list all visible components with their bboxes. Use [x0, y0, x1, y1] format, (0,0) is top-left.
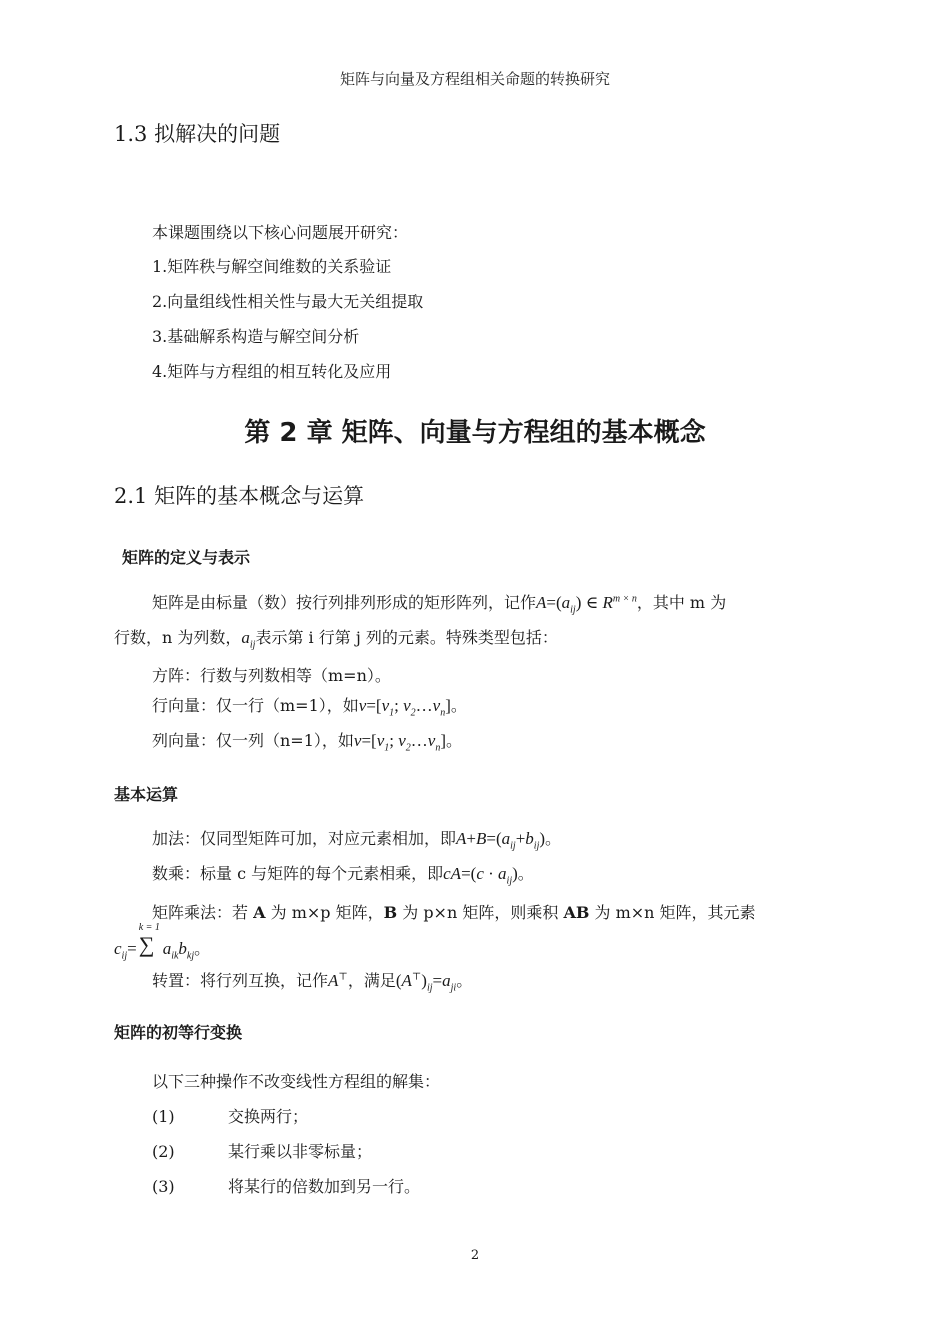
elementary-row-operations-heading: 矩阵的初等行变换 — [114, 1023, 243, 1042]
column-vector-item: 列向量：仅一列（n=1），如$v=[v_1$; $v_2\dots v_n$]。 — [152, 731, 463, 754]
scalar-multiplication-formula: $cA=(c \cdot a_{ij})$ — [443, 864, 518, 887]
matrix-multiplication-formula: $c_{ij}=$ k = 1 ∑ $a_{ik}b_{kj}$ — [114, 922, 195, 962]
running-header: 矩阵与向量及方程组相关命题的转换研究 — [339, 70, 610, 88]
list-item: (1) 交换两行； — [152, 1107, 309, 1126]
column-vector-formula: $v=[v_1$; $v_2\dots v_n$] — [353, 731, 446, 754]
section-1-3-title: 1.3 拟解决的问题 — [114, 122, 281, 146]
matrix-multiplication-formula-line: $c_{ij}=$ k = 1 ∑ $a_{ik}b_{kj}$。 — [114, 922, 211, 962]
square-matrix-item: 方阵：行数与列数相等（m=n）。 — [152, 666, 391, 685]
section-1-3-intro: 本课题围绕以下核心问题展开研究： — [152, 223, 409, 242]
page-number: 2 — [470, 1248, 480, 1263]
list-item: (2) 某行乘以非零标量； — [152, 1142, 373, 1161]
definition-paragraph-line-2: 行数，n 为列数，$a_{ij}$表示第 i 行第 j 列的元素。特殊类型包括： — [114, 628, 558, 651]
matrix-definition-formula: $A=(a_{ij})$ ∈ $R^{m \times n}$ — [536, 593, 637, 616]
element-symbol-formula: $a_{ij}$ — [241, 628, 256, 651]
operations-heading: 基本运算 — [114, 785, 179, 804]
transpose-formula: $(A^⊤)_{ij}=a_{ji}$ — [395, 971, 457, 994]
list-item: 3.基础解系构造与解空间分析 — [152, 327, 360, 346]
row-vector-formula: $v=[v_1$; $v_2\dots v_n$] — [358, 696, 451, 719]
list-item: 4.矩阵与方程组的相互转化及应用 — [152, 362, 392, 381]
section-2-1-title: 2.1 矩阵的基本概念与运算 — [114, 484, 365, 508]
addition-formula: $A+B=(a_{ij}+b_{ij})$ — [456, 829, 546, 852]
list-item: 2.向量组线性相关性与最大无关组提取 — [152, 292, 424, 311]
elementary-row-operations-intro: 以下三种操作不改变线性方程组的解集： — [152, 1072, 441, 1091]
transpose-symbol: A⊤ — [328, 971, 348, 990]
scalar-multiplication-item: 数乘：标量 c 与矩阵的每个元素相乘，即$cA=(c \cdot a_{ij})$。 — [152, 864, 534, 887]
definition-heading: 矩阵的定义与表示 — [122, 548, 251, 567]
list-item: 1.矩阵秩与解空间维数的关系验证 — [152, 257, 392, 276]
transpose-item: 转置：将行列互换，记作A⊤，满足$(A^⊤)_{ij}=a_{ji}$。 — [152, 971, 473, 994]
list-item: (3) 将某行的倍数加到另一行。 — [152, 1177, 421, 1196]
matrix-multiplication-item: 矩阵乘法：若 A 为 m×p 矩阵，B 为 p×n 矩阵，则乘积 AB 为 m×n 矩阵，其元素 — [152, 903, 756, 922]
chapter-title: 第 2 章 矩阵、向量与方程组的基本概念 — [244, 418, 706, 448]
addition-item: 加法：仅同型矩阵可加，对应元素相加，即$A+B=(a_{ij}+b_{ij})$。 — [152, 829, 562, 852]
definition-paragraph-line-1: 矩阵是由标量（数）按行列排列形成的矩形阵列，记作$A=(a_{ij})$ ∈ $R^{m \times n}$，其中 m 为 — [152, 593, 727, 616]
row-vector-item: 行向量：仅一行（m=1），如$v=[v_1$; $v_2\dots v_n$]。 — [152, 696, 467, 719]
